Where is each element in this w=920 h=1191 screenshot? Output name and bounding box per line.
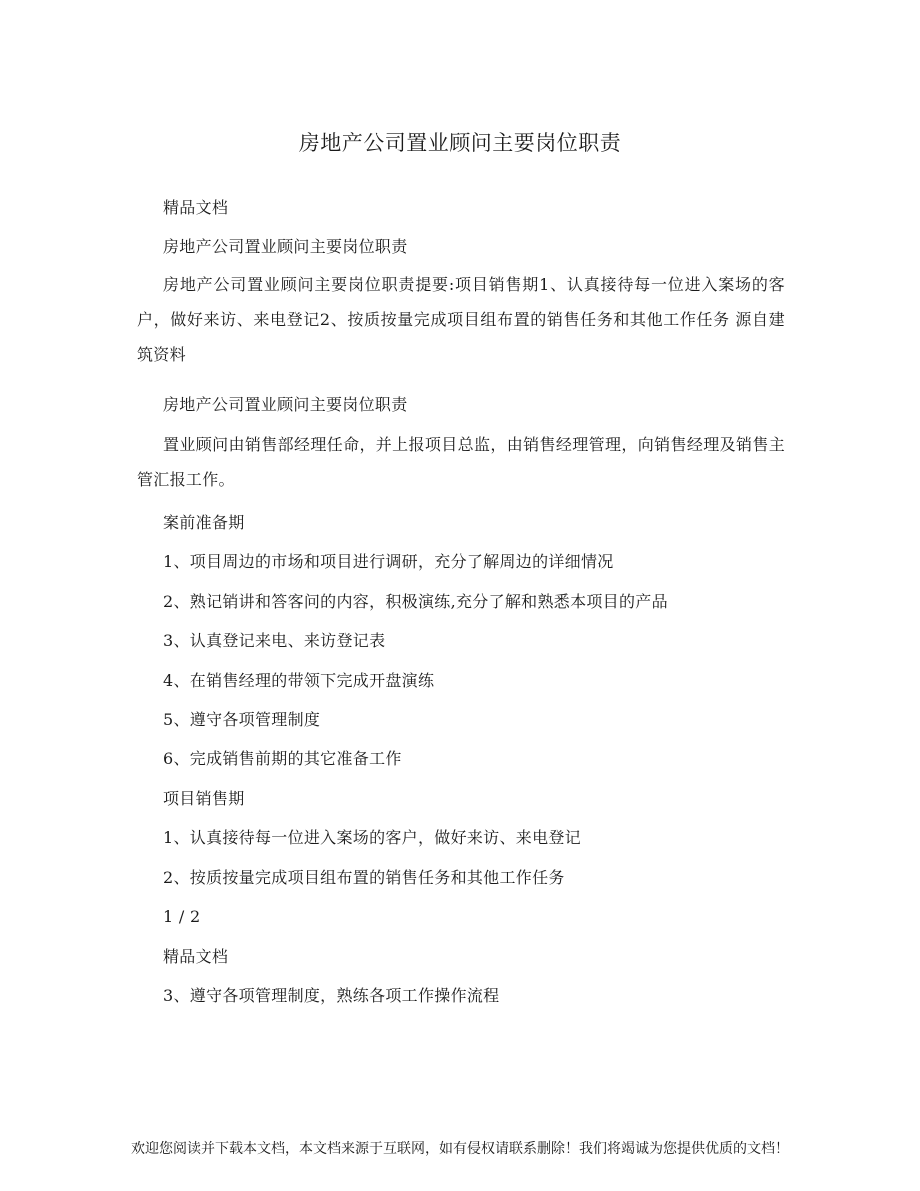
list-item: 1、项目周边的市场和项目进行调研，充分了解周边的详细情况 xyxy=(163,552,614,571)
section-heading: 项目销售期 xyxy=(163,789,245,808)
header-mark: 精品文档 xyxy=(163,947,229,966)
list-item: 6、完成销售前期的其它准备工作 xyxy=(163,749,402,768)
header-mark: 精品文档 xyxy=(163,198,229,217)
footer-notice: 欢迎您阅读并下载本文档，本文档来源于互联网，如有侵权请联系删除！我们将竭诚为您提供优质的文档！ xyxy=(131,1141,789,1157)
list-item: 1、认真接待每一位进入案场的客户，做好来访、来电登记 xyxy=(163,828,581,847)
list-item: 3、遵守各项管理制度，熟练各项工作操作流程 xyxy=(163,986,500,1005)
reporting-paragraph: 置业顾问由销售部经理任命，并上报项目总监，由销售经理管理，向销售经理及销售主管汇报工作。 xyxy=(137,435,785,489)
document-title: 房地产公司置业顾问主要岗位职责 xyxy=(298,131,622,155)
list-item: 2、按质按量完成项目组布置的销售任务和其他工作任务 xyxy=(163,868,565,887)
section-heading: 案前准备期 xyxy=(163,513,245,532)
list-item: 4、在销售经理的带领下完成开盘演练 xyxy=(163,671,435,690)
list-item: 3、认真登记来电、来访登记表 xyxy=(163,631,386,650)
summary-paragraph: 房地产公司置业顾问主要岗位职责提要:项目销售期1、认真接待每一位进入案场的客户，做好来访、来电登记2、按质按量完成项目组布置的销售任务和其他工作任务 源自建筑资料 xyxy=(137,275,785,364)
list-item: 5、遵守各项管理制度 xyxy=(163,710,321,729)
subtitle: 房地产公司置业顾问主要岗位职责 xyxy=(163,395,408,414)
subtitle: 房地产公司置业顾问主要岗位职责 xyxy=(163,237,408,256)
page-number: 1 / 2 xyxy=(163,907,201,926)
list-item: 2、熟记销讲和答客问的内容，积极演练,充分了解和熟悉本项目的产品 xyxy=(163,592,668,611)
